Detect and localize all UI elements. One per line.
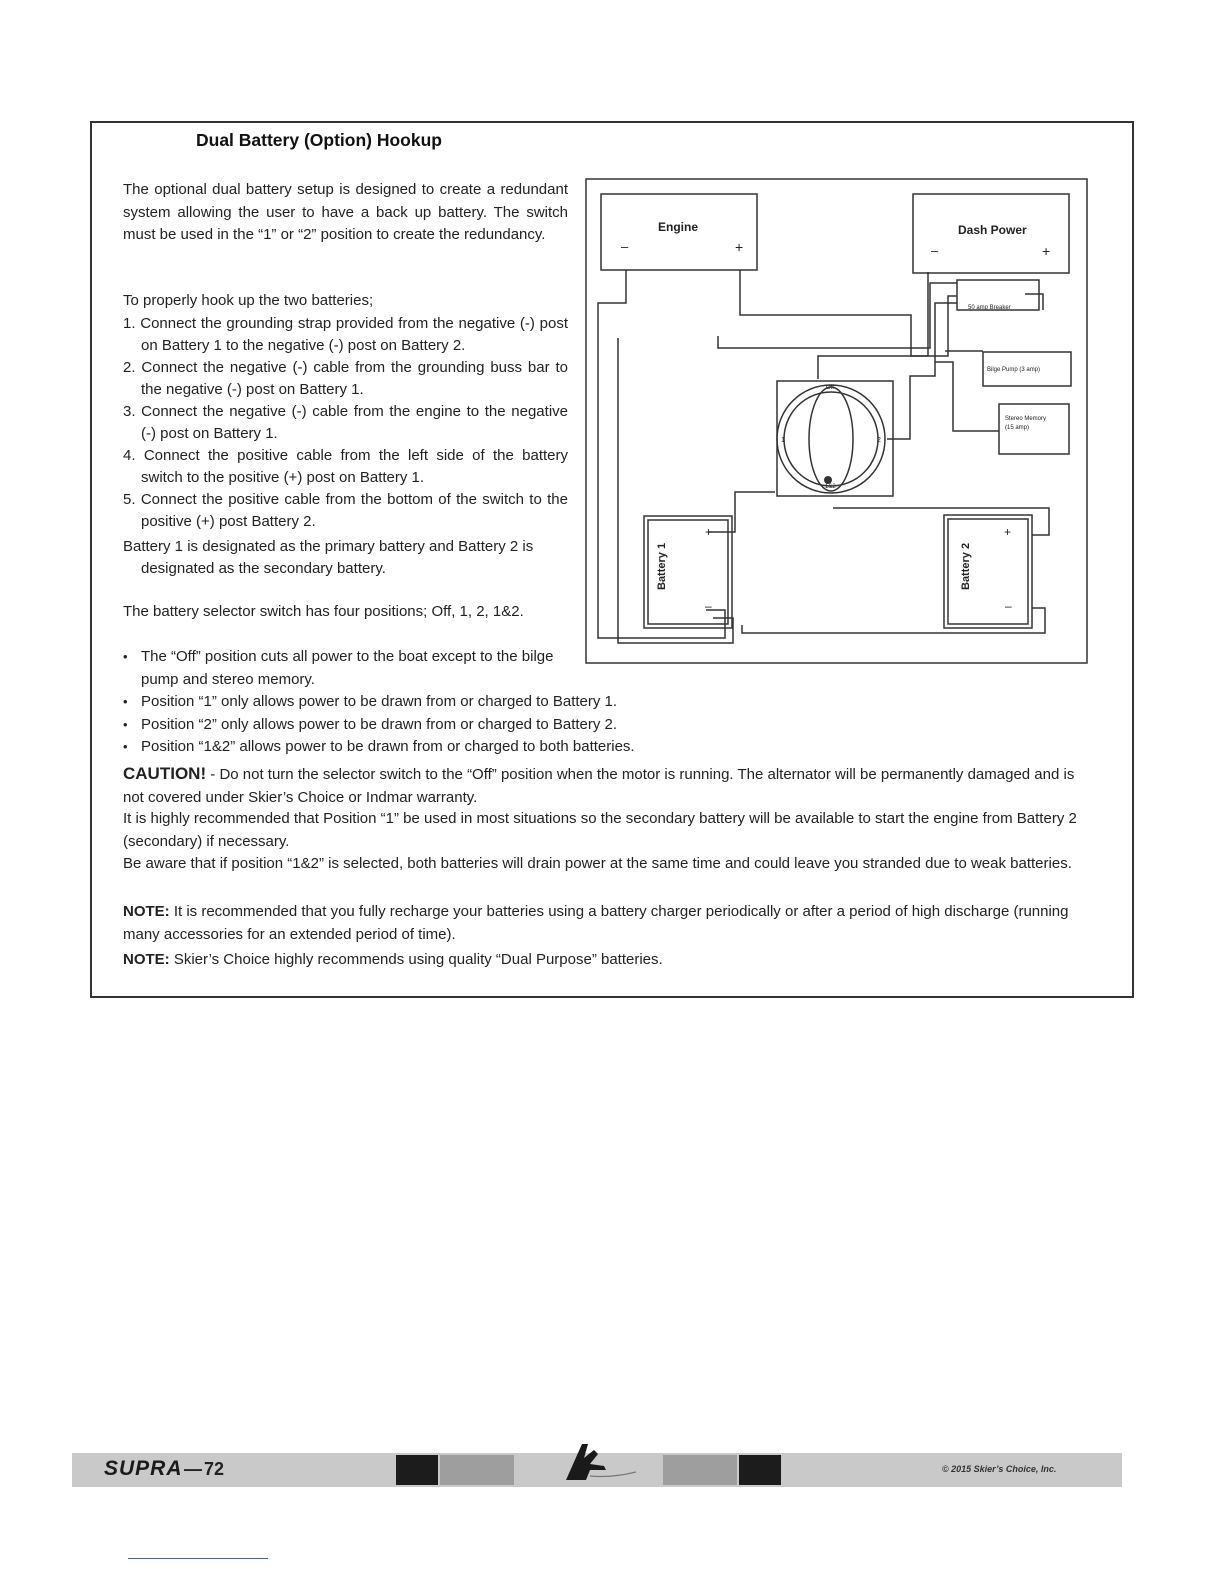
note-label: NOTE: (123, 951, 170, 968)
battery-1-minus: – (705, 599, 712, 613)
caution-paragraph (123, 763, 1086, 809)
bilge-pump-label: Bilge Pump (3 amp) (987, 367, 1041, 373)
battery-designation: Battery 1 is designated as the primary battery and Battery 2 is designated as the secondary battery. (123, 538, 534, 577)
hookup-step: 2. Connect the negative (-) cable from the grounding buss bar to the negative (-) post on Battery 1. (123, 359, 568, 398)
switch-12-label: 1&2 (825, 484, 836, 490)
switch-knob (809, 387, 853, 491)
footer-block (739, 1455, 781, 1485)
page-number: 72 (204, 1459, 225, 1479)
note-paragraph (123, 949, 1086, 972)
position-item (123, 691, 635, 714)
footer-dash: — (184, 1459, 202, 1479)
bottom-rule (128, 1558, 268, 1559)
position-text: The “Off” position cuts all power to the boat except to the bilge pump and stereo memory. (141, 648, 554, 688)
aware-paragraph: Be aware that if position “1&2” is selected, both batteries will drain power at the same time and could leave you stranded due to weak batteries. (123, 855, 1072, 872)
position-text: Position “1” only allows power to be drawn from or charged to Battery 1. (141, 693, 618, 710)
engine-minus: – (621, 239, 629, 254)
battery-2-minus: – (1005, 599, 1012, 613)
battery-1-plus: + (705, 525, 713, 539)
wiring-diagram (585, 178, 1088, 664)
recommend-paragraph: It is highly recommended that Position “1” be used in most situations so the secondary battery will be available to start the engine from Battery 2 (secondary) if necessary. (123, 810, 1077, 850)
dash-power-label: Dash Power (958, 223, 1027, 237)
note-label: NOTE: (123, 903, 170, 920)
position-item (123, 714, 635, 737)
hookup-steps-list (123, 313, 568, 533)
switch-dial (777, 385, 885, 493)
battery-1-label: Battery 1 (656, 542, 668, 590)
position-text: Position “1&2” allows power to be drawn from or charged to both batteries. (141, 738, 635, 755)
bullet-icon: • (123, 716, 128, 732)
switch-pointer-icon (824, 476, 832, 484)
selector-lead: The battery selector switch has four positions; Off, 1, 2, 1&2. (123, 603, 524, 620)
caution-text: - Do not turn the selector switch to the “Off” position when the motor is running. The alternator will be permanently damaged and is not covered under Skier’s Choice or Indmar warranty. (123, 766, 1075, 806)
positions-list (123, 646, 635, 759)
intro-paragraph: The optional dual battery setup is designed to create a redundant system allowing the user to have a back up battery. The switch must be used in the “1” or “2” position to create the redundancy. (123, 181, 568, 243)
note-text: It is recommended that you fully recharge your batteries using a battery charger periodically or after a period of high discharge (running many accessories for an extended period of time). (123, 903, 1069, 943)
switch-1-label: 1 (781, 437, 785, 444)
hookup-step: 5. Connect the positive cable from the bottom of the switch to the positive (+) post Battery 2. (123, 491, 568, 530)
note-text: Skier’s Choice highly recommends using quality “Dual Purpose” batteries. (169, 951, 663, 968)
footer-block (440, 1455, 514, 1485)
skier-logo-icon (560, 1440, 640, 1485)
hookup-step: 3. Connect the negative (-) cable from the engine to the negative (-) post on Battery 1. (123, 403, 568, 442)
bullet-icon: • (123, 649, 128, 664)
page-title: Dual Battery (Option) Hookup (196, 130, 442, 150)
hookup-step: 4. Connect the positive cable from the left side of the battery switch to the positive (+) post on Battery 1. (123, 447, 568, 486)
footer-brand-logo: SUPRA (104, 1457, 183, 1480)
note-paragraph (123, 901, 1086, 946)
stereo-memory-label: Stereo Memory (1005, 416, 1047, 422)
hookup-step: 1. Connect the grounding strap provided from the negative (-) post on Battery 1 to the negative (-) post on Battery 2. (123, 315, 568, 354)
dash-plus: + (1042, 243, 1051, 259)
position-item (123, 736, 635, 759)
battery-2-plus: + (1004, 525, 1012, 539)
battery-2-label: Battery 2 (960, 542, 972, 590)
engine-label: Engine (658, 220, 699, 234)
switch-2-label: 2 (877, 437, 881, 444)
switch-off-label: Off (826, 385, 834, 391)
switch-dial-inner (784, 392, 878, 486)
position-item (123, 646, 568, 691)
copyright-text: © 2015 Skier’s Choice, Inc. (942, 1464, 1057, 1474)
caution-label: CAUTION! (123, 764, 207, 783)
battery-2-box (944, 515, 1032, 628)
footer-block (396, 1455, 438, 1485)
bullet-icon: • (123, 694, 128, 709)
stereo-memory-amps: (15 amp) (1005, 425, 1030, 431)
bullet-icon: • (123, 739, 128, 754)
position-text: Position “2” only allows power to be drawn from or charged to Battery 2. (141, 715, 618, 733)
breaker-label: 50 amp Breaker (968, 305, 1011, 311)
dash-minus: – (931, 243, 939, 258)
footer-block (663, 1455, 737, 1485)
steps-lead: To properly hook up the two batteries; (123, 292, 374, 309)
engine-plus: + (735, 239, 744, 255)
